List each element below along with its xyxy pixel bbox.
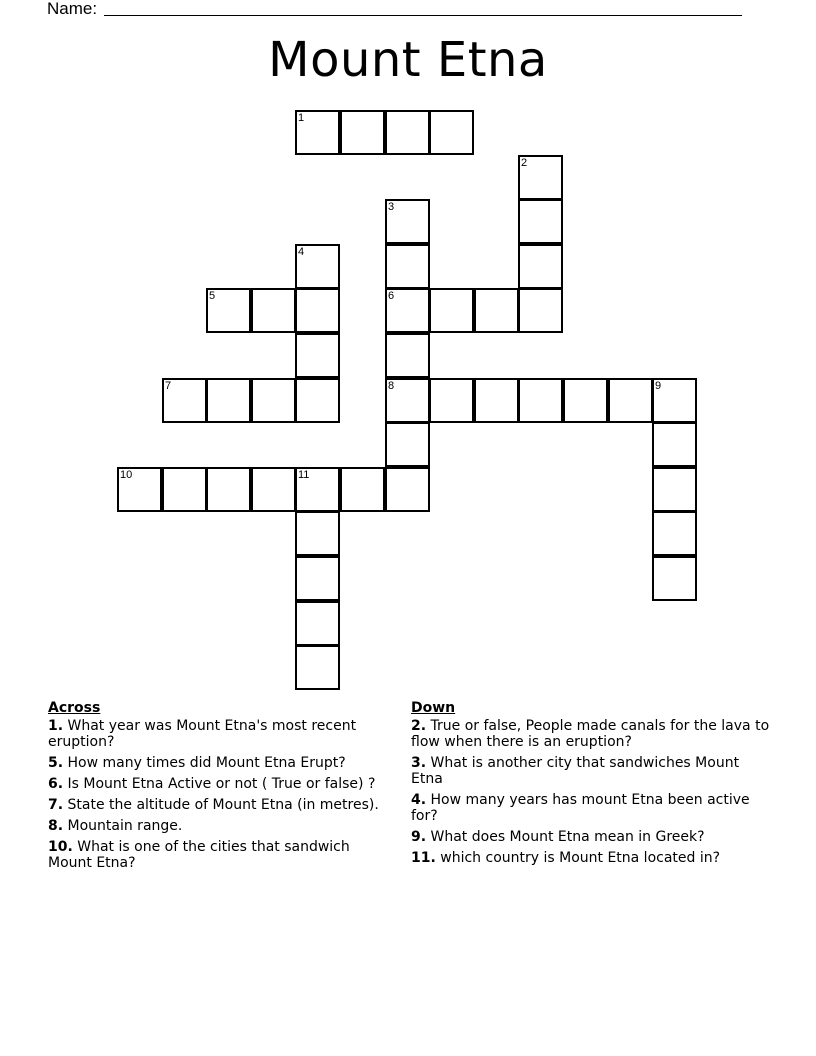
clue-number: 1 bbox=[298, 112, 305, 124]
clue-number: 9 bbox=[655, 380, 662, 392]
crossword-cell[interactable] bbox=[385, 199, 430, 244]
clue-text: State the altitude of Mount Etna (in metres). bbox=[63, 797, 379, 813]
crossword-cell[interactable] bbox=[429, 288, 474, 333]
across-clue-list bbox=[48, 718, 388, 871]
clue-number: 10 bbox=[120, 469, 133, 481]
crossword-cell[interactable] bbox=[429, 378, 474, 423]
clue-number: 2. bbox=[411, 718, 427, 734]
crossword-cell[interactable] bbox=[608, 378, 653, 423]
clue-item bbox=[411, 792, 771, 824]
crossword-cell[interactable] bbox=[652, 378, 697, 423]
crossword-cell[interactable] bbox=[295, 601, 340, 646]
clue-text: What does Mount Etna mean in Greek? bbox=[426, 829, 705, 845]
clue-item bbox=[48, 755, 388, 771]
clue-number: 5 bbox=[209, 290, 216, 302]
clue-item bbox=[48, 797, 388, 813]
crossword-cell[interactable] bbox=[206, 288, 251, 333]
crossword-cell[interactable] bbox=[295, 244, 340, 289]
crossword-cell[interactable] bbox=[518, 244, 563, 289]
crossword-cell[interactable] bbox=[385, 110, 430, 155]
down-clues bbox=[411, 700, 771, 871]
clue-number: 1. bbox=[48, 718, 64, 734]
crossword-cell[interactable] bbox=[652, 556, 697, 601]
clue-number: 2 bbox=[521, 157, 528, 169]
clue-number: 7 bbox=[165, 380, 172, 392]
clue-text: Is Mount Etna Active or not ( True or false) ? bbox=[63, 776, 376, 792]
clue-text: which country is Mount Etna located in? bbox=[435, 850, 721, 866]
crossword-cell[interactable] bbox=[206, 378, 251, 423]
crossword-cell[interactable] bbox=[385, 288, 430, 333]
crossword-cell[interactable] bbox=[474, 288, 519, 333]
clue-number: 8 bbox=[388, 380, 395, 392]
crossword-cell[interactable] bbox=[295, 645, 340, 690]
clue-text: How many times did Mount Etna Erupt? bbox=[63, 755, 346, 771]
clue-item bbox=[48, 839, 388, 871]
clue-number: 9. bbox=[411, 829, 427, 845]
clue-number: 6. bbox=[48, 776, 64, 792]
crossword-cell[interactable] bbox=[295, 333, 340, 378]
clue-item bbox=[48, 776, 388, 792]
crossword-cell[interactable] bbox=[251, 288, 296, 333]
crossword-cell[interactable] bbox=[295, 511, 340, 556]
clue-item bbox=[411, 829, 771, 845]
crossword-cell[interactable] bbox=[518, 378, 563, 423]
crossword-cell[interactable] bbox=[518, 199, 563, 244]
crossword-cell[interactable] bbox=[563, 378, 608, 423]
clue-text: What year was Mount Etna's most recent eruption? bbox=[48, 718, 357, 750]
clue-number: 4 bbox=[298, 246, 305, 258]
crossword-cell[interactable] bbox=[518, 288, 563, 333]
clue-number: 11 bbox=[298, 469, 310, 481]
crossword-cell[interactable] bbox=[652, 511, 697, 556]
crossword-cell[interactable] bbox=[295, 288, 340, 333]
crossword-cell[interactable] bbox=[117, 467, 162, 512]
down-clue-list bbox=[411, 718, 771, 866]
clue-number: 11. bbox=[411, 850, 436, 866]
crossword-cell[interactable] bbox=[429, 110, 474, 155]
clue-item bbox=[48, 818, 388, 834]
clue-number: 7. bbox=[48, 797, 64, 813]
clue-number: 6 bbox=[388, 290, 395, 302]
crossword-cell[interactable] bbox=[251, 378, 296, 423]
crossword-cell[interactable] bbox=[206, 467, 251, 512]
across-clues bbox=[48, 700, 388, 876]
crossword-cell[interactable] bbox=[385, 422, 430, 467]
crossword-cell[interactable] bbox=[652, 467, 697, 512]
crossword-cell[interactable] bbox=[162, 378, 207, 423]
clue-number: 5. bbox=[48, 755, 64, 771]
clue-number: 8. bbox=[48, 818, 64, 834]
crossword-cell[interactable] bbox=[474, 378, 519, 423]
clue-text: True or false, People made canals for the lava to flow when there is an eruption? bbox=[411, 718, 770, 750]
down-heading: Down bbox=[411, 700, 456, 716]
page-title: Mount Etna bbox=[268, 32, 548, 88]
clue-text: Mountain range. bbox=[63, 818, 183, 834]
clue-number: 3 bbox=[388, 201, 395, 213]
crossword-cell[interactable] bbox=[162, 467, 207, 512]
clue-text: How many years has mount Etna been active for? bbox=[411, 792, 750, 824]
clue-number: 3. bbox=[411, 755, 427, 771]
clue-text: What is another city that sandwiches Mount Etna bbox=[411, 755, 740, 787]
name-label: Name: bbox=[47, 0, 98, 18]
clue-item bbox=[48, 718, 388, 750]
clue-item bbox=[411, 718, 771, 750]
across-heading: Across bbox=[48, 700, 101, 716]
crossword-cell[interactable] bbox=[518, 155, 563, 200]
crossword-cell[interactable] bbox=[340, 467, 385, 512]
clue-item bbox=[411, 755, 771, 787]
crossword-cell[interactable] bbox=[385, 244, 430, 289]
crossword-cell[interactable] bbox=[340, 110, 385, 155]
clue-number: 10. bbox=[48, 839, 73, 855]
crossword-cell[interactable] bbox=[295, 378, 340, 423]
clue-number: 4. bbox=[411, 792, 427, 808]
crossword-cell[interactable] bbox=[385, 467, 430, 512]
crossword-cell[interactable] bbox=[385, 378, 430, 423]
crossword-cell[interactable] bbox=[295, 467, 340, 512]
crossword-cell[interactable] bbox=[251, 467, 296, 512]
crossword-cell[interactable] bbox=[295, 556, 340, 601]
crossword-cell[interactable] bbox=[385, 333, 430, 378]
clue-text: What is one of the cities that sandwich Mount Etna? bbox=[48, 839, 350, 871]
crossword-cell[interactable] bbox=[652, 422, 697, 467]
clue-item bbox=[411, 850, 771, 866]
crossword-cell[interactable] bbox=[295, 110, 340, 155]
